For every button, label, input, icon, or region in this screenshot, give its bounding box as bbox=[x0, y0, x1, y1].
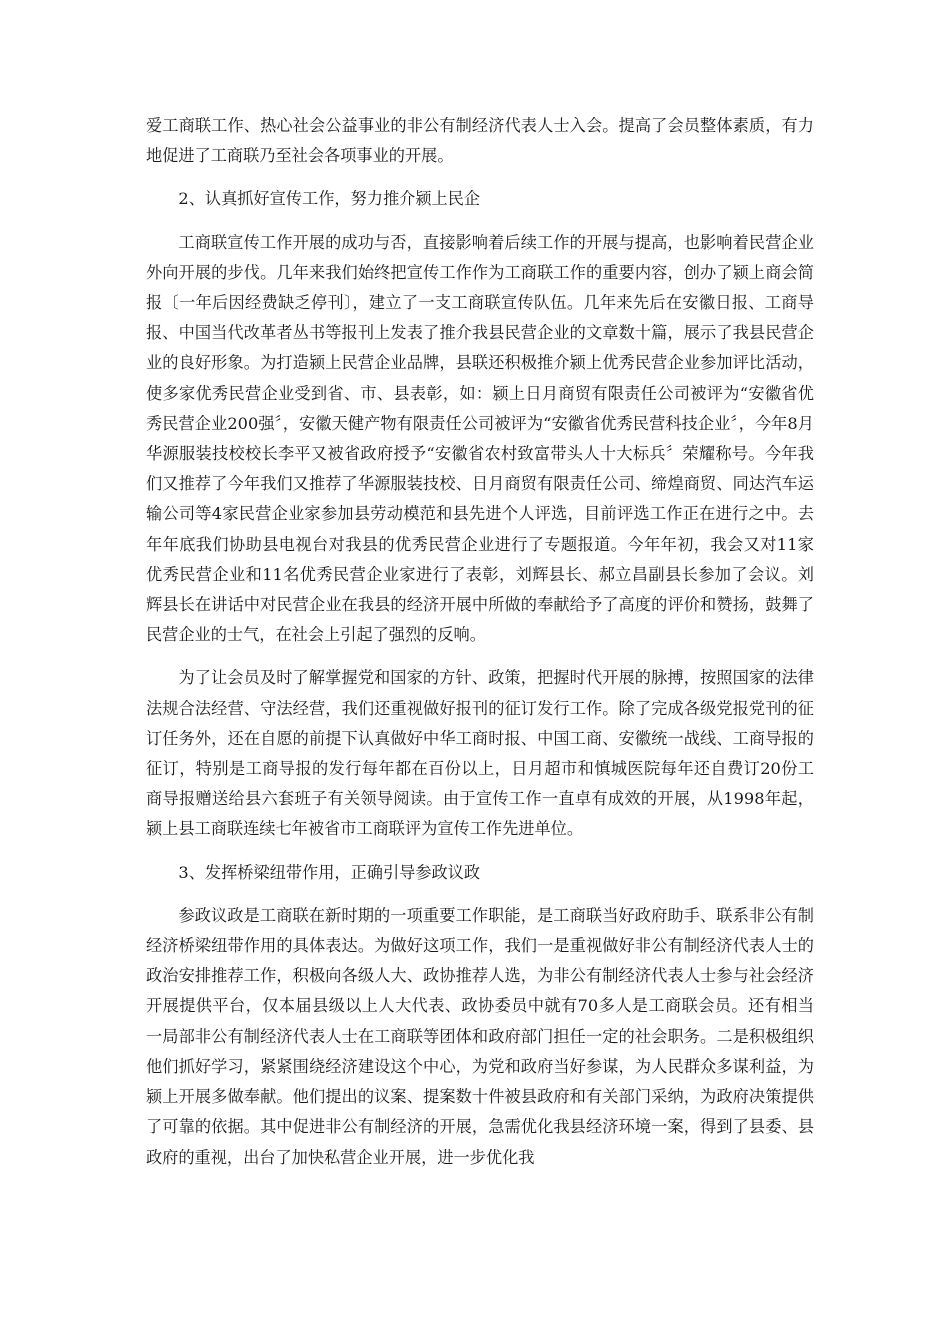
paragraph-gap bbox=[146, 888, 814, 901]
paragraph-gap bbox=[146, 845, 814, 858]
section-heading-bridge-role: 3、发挥桥梁纽带作用，正确引导参政议政 bbox=[178, 862, 481, 882]
paragraph-gap bbox=[146, 650, 814, 663]
section-heading-publicity: 2、认真抓好宣传工作，努力推介颍上民企 bbox=[178, 189, 481, 209]
paragraph-newspaper-subscription: 为了让会员及时了解掌握党和国家的方针、政策，把握时代开展的脉搏，按照国家的法律法规合法经营、守法经营，我们还重视做好报刊的征订发行工作。除了完成各级党报党刊的征订任务外，还在自愿的前提下认真做好中华工商时报、中国工商、安徽统一战线、工商导报的征订，特别是工商导报的发行每年都在百份以上，日月超市和慎城医院每年还自费订20份工商导报赠送给县六套班子有关领导阅读。由于宣传工作一直卓有成效的开展，从1998年起，颍上县工商联连续七年被省市工商联评为宣传工作先进单位。 bbox=[146, 668, 814, 839]
paragraph-continuation: 爱工商联工作、热心社会公益事业的非公有制经济代表人士入会。提高了会员整体素质，有力地促进了工商联乃至社会各项事业的开展。 bbox=[146, 116, 814, 166]
document-body bbox=[146, 111, 814, 1173]
paragraph-political-participation: 参政议政是工商联在新时期的一项重要工作职能，是工商联当好政府助手、联系非公有制经济桥梁纽带作用的具体表达。为做好这项工作，我们一是重视做好非公有制经济代表人士的政治安排推荐工作，积极向各级人大、政协推荐人选，为非公有制经济代表人士参与社会经济开展提供平台，仅本届县级以上人大代表、政协委员中就有70多人是工商联会员。还有相当一局部非公有制经济代表人士在工商联等团体和政府部门担任一定的社会职务。二是积极组织他们抓好学习，紧紧围绕经济建设这个中心，为党和政府当好参谋，为人民群众多谋利益，为颍上开展多做奉献。他们提出的议案、提案数十件被县政府和有关部门采纳，为政府决策提供了可靠的依据。其中促进非公有制经济的开展，急需优化我县经济环境一案，得到了县委、县政府的重视，出台了加快私营企业开展，进一步优化我 bbox=[146, 905, 814, 1167]
paragraph-gap bbox=[146, 215, 814, 228]
paragraph-gap bbox=[146, 171, 814, 184]
paragraph-publicity-work: 工商联宣传工作开展的成功与否，直接影响着后续工作的开展与提高，也影响着民营企业外向开展的步伐。几年来我们始终把宣传工作作为工商联工作的重要内容，创办了颍上商会简报〔一年后因经费缺乏停刊〕，建立了一支工商联宣传队伍。几年来先后在安徽日报、工商导报、中国当代改革者丛书等报刊上发表了推介我县民营企业的文章数十篇，展示了我县民营企业的良好形象。为打造颍上民营企业品牌，县联还积极推介颍上优秀民营企业参加评比活动，使多家优秀民营企业受到省、市、县表彰，如：颍上日月商贸有限责任公司被评为“安徽省优秀民营企业200强〞，安徽天健产物有限责任公司被评为“安徽省优秀民营科技企业〞，今年8月华源服装技校校长李平又被省政府授予“安徽省农村致富带头人十大标兵〞荣耀称号。今年我们又推荐了今年我们又推荐了华源服装技校、日月商贸有限责任公司、缔煌商贸、同达汽车运输公司等4家民营企业家参加县劳动模范和县先进个人评选，目前评选工作正在进行之中。去年年底我们协助县电视台对我县的优秀民营企业进行了专题报道。今年年初，我会又对11家优秀民营企业和11名优秀民营企业家进行了表彰，刘辉县长、郝立昌副县长参加了会议。刘辉县长在讲话中对民营企业在我县的经济开展中所做的奉献给予了高度的评价和赞扬，鼓舞了民营企业的士气，在社会上引起了强烈的反响。 bbox=[146, 232, 814, 645]
